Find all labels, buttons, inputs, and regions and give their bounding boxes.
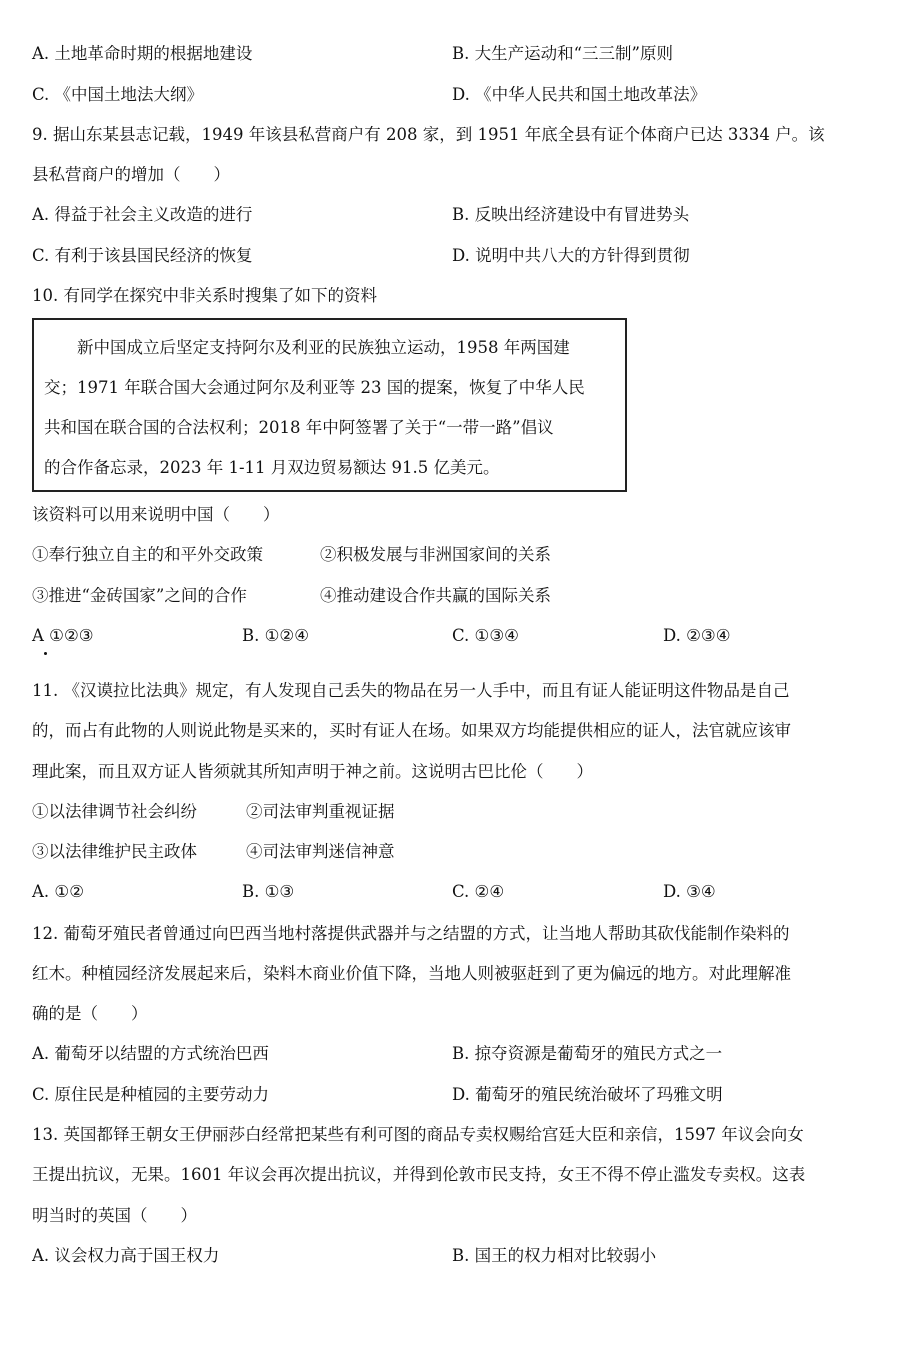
q10-material-line1: 新中国成立后坚定支持阿尔及利亚的民族独立运动，1958 年两国建 xyxy=(44,338,570,357)
q12-option-d: D. 葡萄牙的殖民统治破坏了玛雅文明 xyxy=(452,1085,723,1104)
q12-option-a: A. 葡萄牙以结盟的方式统治巴西 xyxy=(32,1044,269,1063)
q8-option-c: C. 《中国土地法大纲》 xyxy=(32,85,204,104)
q11-item-2: ②司法审判重视证据 xyxy=(246,802,395,821)
q8-option-d: D. 《中华人民共和国土地改革法》 xyxy=(452,85,707,104)
q9-option-b: B. 反映出经济建设中有冒进势头 xyxy=(452,205,690,224)
q12-stem-line3: 确的是（ ） xyxy=(32,1004,148,1023)
q10-material-box xyxy=(32,318,627,492)
q9-option-d: D. 说明中共八大的方针得到贯彻 xyxy=(452,246,690,265)
q8-option-b: B. 大生产运动和“三三制”原则 xyxy=(452,44,673,63)
q10-material-line4: 的合作备忘录，2023 年 1-11 月双边贸易额达 91.5 亿美元。 xyxy=(44,458,500,477)
q9-option-a: A. 得益于社会主义改造的进行 xyxy=(32,205,253,224)
q13-option-b: B. 国王的权力相对比较弱小 xyxy=(452,1246,657,1265)
q8-option-a: A. 土地革命时期的根据地建设 xyxy=(32,44,253,63)
q11-item-1: ①以法律调节社会纠纷 xyxy=(32,802,197,821)
q10-item-4: ④推动建设合作共赢的国际关系 xyxy=(320,586,551,605)
q10-item-1: ①奉行独立自主的和平外交政策 xyxy=(32,545,263,564)
q11-stem-line3: 理此案，而且双方证人皆须就其所知声明于神之前。这说明古巴比伦（ ） xyxy=(32,762,593,781)
q13-option-a: A. 议会权力高于国王权力 xyxy=(32,1246,220,1265)
q10-stem: 10. 有同学在探究中非关系时搜集了如下的资料 xyxy=(32,286,377,305)
q11-stem-line1: 11. 《汉谟拉比法典》规定，有人发现自己丢失的物品在另一人手中，而且有证人能证明这件物品是自己 xyxy=(32,681,790,700)
q9-stem-line1: 9. 据山东某县志记载，1949 年该县私营商户有 208 家，到 1951 年底全县有证个体商户已达 3334 户。该 xyxy=(32,125,825,144)
q11-item-3: ③以法律维护民主政体 xyxy=(32,842,197,861)
q11-item-4: ④司法审判迷信神意 xyxy=(246,842,395,861)
q10-option-b: B. ①②④ xyxy=(242,626,309,645)
q9-option-c: C. 有利于该县国民经济的恢复 xyxy=(32,246,253,265)
q10-material-line3: 共和国在联合国的合法权利；2018 年中阿签署了关于“一带一路”倡议 xyxy=(44,418,554,437)
q13-stem-line1: 13. 英国都铎王朝女王伊丽莎白经常把某些有利可图的商品专卖权赐给宫廷大臣和亲信，1597 年议会向女 xyxy=(32,1125,804,1144)
q13-stem-line3: 明当时的英国（ ） xyxy=(32,1206,197,1225)
q11-option-c: C. ②④ xyxy=(452,882,505,901)
q10-dot-mark xyxy=(44,652,47,655)
q10-option-d: D. ②③④ xyxy=(663,626,731,645)
q13-stem-line2: 王提出抗议，无果。1601 年议会再次提出抗议，并得到伦敦市民支持，女王不得不停止滥发专卖权。这表 xyxy=(32,1165,806,1184)
q12-option-c: C. 原住民是种植园的主要劳动力 xyxy=(32,1085,270,1104)
q12-option-b: B. 掠夺资源是葡萄牙的殖民方式之一 xyxy=(452,1044,723,1063)
q10-question: 该资料可以用来说明中国（ ） xyxy=(32,505,280,524)
q10-item-2: ②积极发展与非洲国家间的关系 xyxy=(320,545,551,564)
q11-option-d: D. ③④ xyxy=(663,882,716,901)
q10-material-line2: 交；1971 年联合国大会通过阿尔及利亚等 23 国的提案，恢复了中华人民 xyxy=(44,378,585,397)
q12-stem-line2: 红木。种植园经济发展起来后，染料木商业价值下降，当地人则被驱赶到了更为偏远的地方。对此理解准 xyxy=(32,964,791,983)
q10-option-a: A ①②③ xyxy=(32,626,94,645)
q11-option-b: B. ①③ xyxy=(242,882,295,901)
q10-item-3: ③推进“金砖国家”之间的合作 xyxy=(32,586,247,605)
q9-stem-line2: 县私营商户的增加（ ） xyxy=(32,165,230,184)
q11-option-a: A. ①② xyxy=(32,882,84,901)
q10-option-c: C. ①③④ xyxy=(452,626,519,645)
q12-stem-line1: 12. 葡萄牙殖民者曾通过向巴西当地村落提供武器并与之结盟的方式，让当地人帮助其砍伐能制作染料的 xyxy=(32,924,790,943)
q11-stem-line2: 的，而占有此物的人则说此物是买来的，买时有证人在场。如果双方均能提供相应的证人，法官就应该审 xyxy=(32,721,791,740)
